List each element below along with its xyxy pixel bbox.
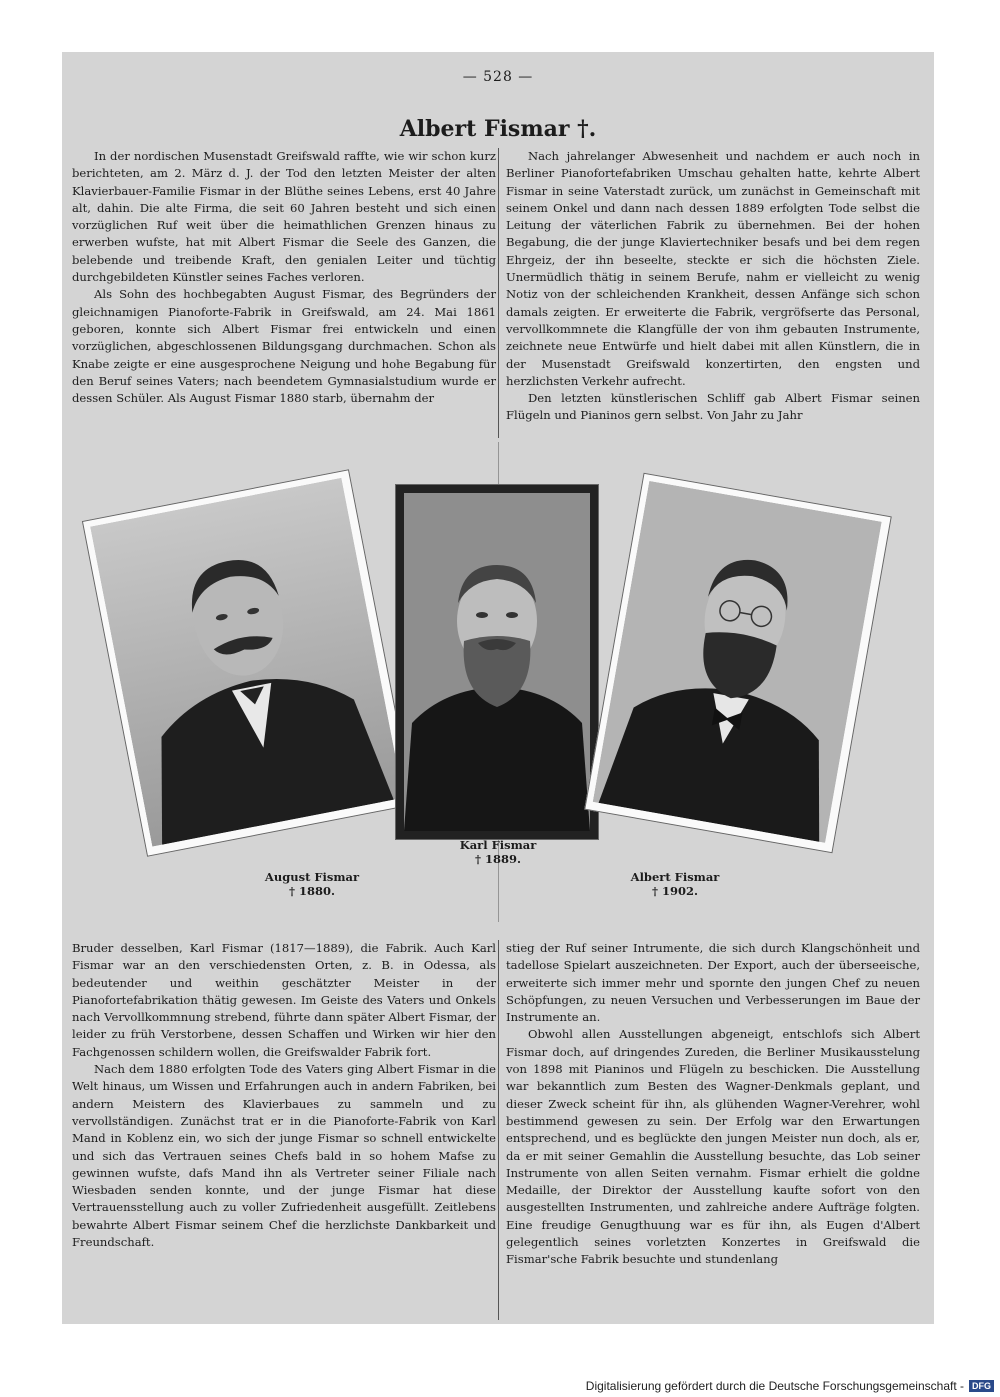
paragraph: Als Sohn des hochbegabten August Fismar, des Begründers der gleichnamigen Pianoforte-Fabrik in Greifswald, am 24. Mai 1861 geboren, konnte sich Albert Fismar frei entwickeln und einen vorzüglichen, abgeschlossenen Bildungsgang durchmachen. Schon als Knabe zeigte er eine ausgesprochene Neigung und hohe Begabung für den Beruf seines Vaters; nach beendetem Gymnasialstudium wurde er dessen Schüler. Als August Fismar 1880 starb, übernahm der xyxy=(72,287,496,406)
caption-year: † 1880. xyxy=(288,884,336,898)
man-portrait-icon xyxy=(90,478,404,847)
caption-albert-fismar xyxy=(605,870,745,898)
scanned-page xyxy=(62,52,934,1324)
caption-name: Karl Fismar xyxy=(459,838,537,852)
column-bottom-left xyxy=(72,940,496,1251)
column-divider-bottom xyxy=(498,940,499,1320)
funding-footer xyxy=(586,1379,994,1393)
caption-year: † 1889. xyxy=(474,852,522,866)
caption-name: August Fismar xyxy=(264,870,360,884)
portrait-albert-fismar xyxy=(584,473,892,854)
article-title: Albert Fismar †. xyxy=(399,116,597,142)
paragraph: In der nordischen Musenstadt Greifswald raffte, wie wir schon kurz berichteten, am 2. März d. J. der Tod den letzten Meister der alten Klavierbauer-Familie Fismar in der Blüthe seines Lebens, erst 40 Jahre alt, dahin. Die alte Firma, die seit 60 Jahren besteht und sich einen vorzüglichen Ruf weit über die heimathlichen Grenzen hinaus zu erwerben wufste, hat mit Albert Fismar die Seele des Ganzen, die belebende und treibende Kraft, den genialen Leiter und tüchtig durchgebildeten Künstler seines Faches verloren. xyxy=(72,149,496,285)
column-divider-top xyxy=(498,148,499,438)
paragraph: Obwohl allen Ausstellungen abgeneigt, entschlofs sich Albert Fismar doch, auf dringendes Zureden, die Berliner Musikausstelung von 1898 mit Pianinos und Flügeln zu beschicken. Die Ausstellung war bekanntlich zum Besten des Wagner-Denkmals geplant, und dieser Zweck scheint für ihn, als glühenden Wagner-Verehrer, wohl bestimmend gewesen zu sein. Der Erfolg war den Erwartungen entsprechend, und es beglückte den jungen Meister nun doch, als er, da er mit seiner Gemahlin die Ausstellung besuchte, das Lob seiner Instrumente von allen Seiten vernahm. Fismar erhielt die goldne Medaille, der Direktor der Ausstellung kaufte sofort von den ausgestellten Instrumenten, und zahlreiche andere Aufträge folgten. Eine freudige Genugthuung war es für ihn, als Eugen d'Albert gelegentlich seines vorletzten Konzertes in Greifswald die Fismar'sche Fabrik besuchte und stundenlang xyxy=(506,1027,920,1267)
paragraph: stieg der Ruf seiner Intrumente, die sich durch Klangschönheit und tadellose Spielart auszeichneten. Der Export, auch der überseeische, erweiterte sich immer mehr und spornte den jungen Chef zu neuen Schöpfungen, zu neuen Versuchen und Verbesserungen im Baue der Instrumente an. xyxy=(506,941,920,1025)
caption-august-fismar xyxy=(242,870,382,898)
column-top-right xyxy=(506,148,920,425)
page-number: — 528 — xyxy=(462,69,534,85)
paragraph: Nach dem 1880 erfolgten Tode des Vaters ging Albert Fismar in die Welt hinaus, um Wissen und Erfahrungen auch in andern Fabriken, bei andern Meistern des Klavierbaues zu sammeln und zu vervollständigen. Zunächst trat er in die Pianoforte-Fabrik von Karl Mand in Koblenz ein, wo sich der junge Fismar so schnell entwickelte und sich das Vertrauen seines Chefs bald in so hohem Mafse zu gewinnen wufste, dafs Mand ihn als Vertreter seiner Filiale nach Wiesbaden senden konnte, und der junge Fismar hat diese Vertrauensstellung auch zu voller Zufriedenheit ausgefüllt. Zeitlebens bewahrte Albert Fismar seinem Chef die herzlichste Dankbarkeit und Freundschaft. xyxy=(72,1062,496,1250)
man-portrait-icon xyxy=(404,493,590,831)
caption-karl-fismar xyxy=(428,838,568,866)
paragraph: Den letzten künstlerischen Schliff gab Albert Fismar seinen Flügeln und Pianinos gern selbst. Von Jahr zu Jahr xyxy=(506,391,920,423)
caption-name: Albert Fismar xyxy=(630,870,720,884)
column-bottom-right xyxy=(506,940,920,1269)
caption-year: † 1902. xyxy=(651,884,699,898)
dfg-logo-icon: DFG xyxy=(969,1380,994,1392)
portrait-karl-fismar xyxy=(395,484,599,840)
paragraph: Bruder desselben, Karl Fismar (1817—1889), die Fabrik. Auch Karl Fismar war an den verschiedensten Orten, z. B. in Odessa, als bedeutender und weithin geschätzter Meister in der Pianofortefabrikation thätig gewesen. Im Geiste des Vaters und Onkels nach Vervollkommnung strebend, führte dann später Albert Fismar, der leider zu früh Verstorbene, dessen Schaffen und Wirken wir hier den Fachgenossen schildern wollen, die Greifswalder Fabrik fort. xyxy=(72,941,496,1059)
column-top-left xyxy=(72,148,496,407)
man-portrait-icon xyxy=(593,481,882,843)
footer-text: Digitalisierung gefördert durch die Deutsche Forschungsgemeinschaft - xyxy=(585,1379,964,1393)
paragraph: Nach jahrelanger Abwesenheit und nachdem er auch noch in Berliner Pianofortefabriken Umschau gehalten hatte, kehrte Albert Fismar in seine Vaterstadt zurück, um zunächst in Gemeinschaft mit seinem Onkel und dann nach dessen 1889 erfolgten Tode selbst die Leitung der väterlichen Fabrik zu übernehmen. Bei der hohen Begabung, die der junge Klaviertechniker besafs und bei dem regen Ehrgeiz, der ihn beseelte, steckte er sich die höchsten Ziele. Unermüdlich thätig in seinem Berufe, nahm er vielleicht zu wenig Notiz von der schleichenden Krankheit, dessen Anfänge sich schon damals zeigten. Er erweiterte die Fabrik, vergröfserte das Personal, vervollkommnete die Klangfülle der von ihm gebauten Instrumente, zeichnete neue Entwürfe und hielt dabei mit allen Künstlern, die in der Musenstadt Greifswald konzertirten, den engsten und herzlichsten Verkehr aufrecht. xyxy=(506,149,920,388)
portrait-august-fismar xyxy=(82,469,414,857)
